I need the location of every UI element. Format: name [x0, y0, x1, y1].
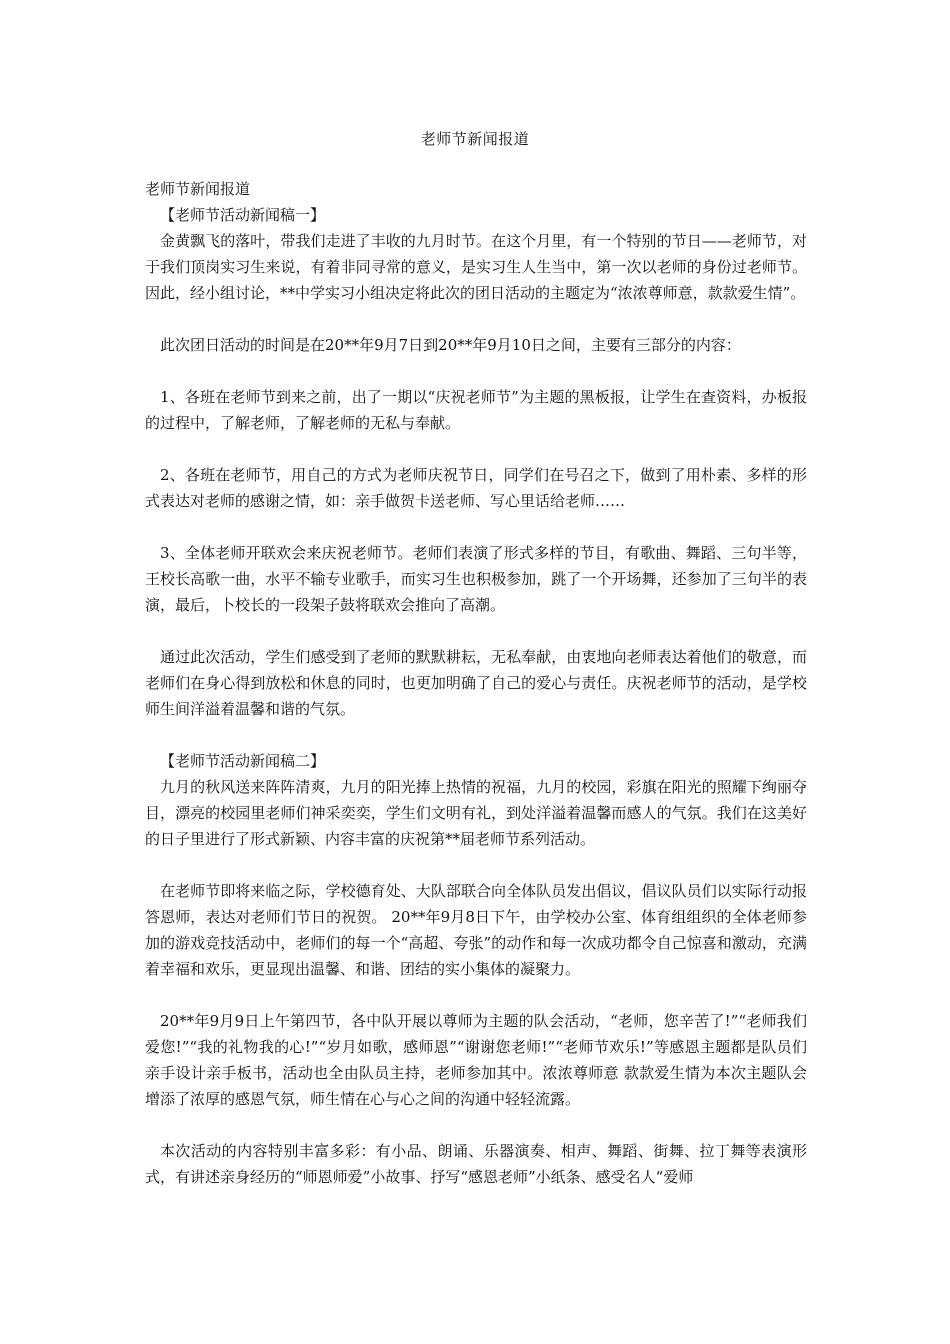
- document-body: [145, 176, 807, 1190]
- paragraph: 1、各班在老师节到来之前，出了一期以“庆祝老师节”为主题的黑板报，让学生在查资料，办板报的过程中，了解老师，了解老师的无私与奉献。: [145, 388, 807, 432]
- section-heading-1: 【老师节活动新闻稿一】: [160, 206, 326, 224]
- paragraph: 3、全体老师开联欢会来庆祝老师节。老师们表演了形式多样的节目，有歌曲、舞蹈、三句半等，王校长高歌一曲，水平不输专业歌手，而实习生也积极参加，跳了一个开场舞，还参加了三句半的表演，最后，卜校长的一段架子鼓将联欢会推向了高潮。: [145, 544, 807, 614]
- paragraph: 本次活动的内容特别丰富多彩：有小品、朗诵、乐器演奏、相声、舞蹈、街舞、拉丁舞等表演形式，有讲述亲身经历的“师恩师爱”小故事、抒写“感恩老师”小纸条、感受名人“爱师: [145, 1142, 807, 1186]
- section-heading-2: 【老师节活动新闻稿二】: [160, 752, 326, 770]
- document-title: 老师节新闻报道: [420, 130, 530, 148]
- paragraph: 此次团日活动的时间是在20**年9月7日到20**年9月10日之间，主要有三部分的内容：: [160, 336, 741, 354]
- document-subtitle: 老师节新闻报道: [145, 180, 251, 198]
- paragraph: 在老师节即将来临之际，学校德育处、大队部联合向全体队员发出倡议，倡议队员们以实际行动报答恩师，表达对老师们节日的祝贺。 20**年9月8日下午，由学校办公室、体育组组织的全体老师参加的游戏竞技活动中，老师们的每一个“高超、夸张”的动作和每一次成功都令自己惊喜和激动，充满着幸福和欢乐，更显现出温馨、和谐、团结的实小集体的凝聚力。: [145, 882, 807, 978]
- paragraph: 金黄飘飞的落叶，带我们走进了丰收的九月时节。在这个月里，有一个特别的节日——老师节，对于我们顶岗实习生来说，有着非同寻常的意义，是实习生人生当中，第一次以老师的身份过老师节。因此，经小组讨论，**中学实习小组决定将此次的团日活动的主题定为“浓浓尊师意，款款爱生情”。: [145, 232, 807, 302]
- paragraph: 2、各班在老师节，用自己的方式为老师庆祝节日，同学们在号召之下，做到了用朴素、多样的形式表达对老师的感谢之情，如：亲手做贺卡送老师、写心里话给老师……: [145, 466, 807, 510]
- paragraph: 通过此次活动，学生们感受到了老师的默默耕耘，无私奉献，由衷地向老师表达着他们的敬意，而老师们在身心得到放松和休息的同时，也更加明确了自己的爱心与责任。庆祝老师节的活动，是学校师生间洋溢着温馨和谐的气氛。: [145, 648, 807, 718]
- paragraph: 20**年9月9日上午第四节，各中队开展以尊师为主题的队会活动，“老师，您辛苦了!”“老师我们爱您!”“我的礼物我的心!”“岁月如歌，感师恩”“谢谢您老师!”“老师节欢乐!”等感恩主题都是队员们亲手设计亲手板书，活动也全由队员主持，老师参加其中。浓浓尊师意 款款爱生情为本次主题队会增添了浓厚的感恩气氛，师生情在心与心之间的沟通中轻轻流露。: [145, 1012, 807, 1108]
- paragraph: 九月的秋风送来阵阵清爽，九月的阳光捧上热情的祝福，九月的校园，彩旗在阳光的照耀下绚丽夺目，漂亮的校园里老师们神采奕奕，学生们文明有礼，到处洋溢着温馨而感人的气氛。我们在这美好的日子里进行了形式新颖、内容丰富的庆祝第**届老师节系列活动。: [145, 778, 807, 848]
